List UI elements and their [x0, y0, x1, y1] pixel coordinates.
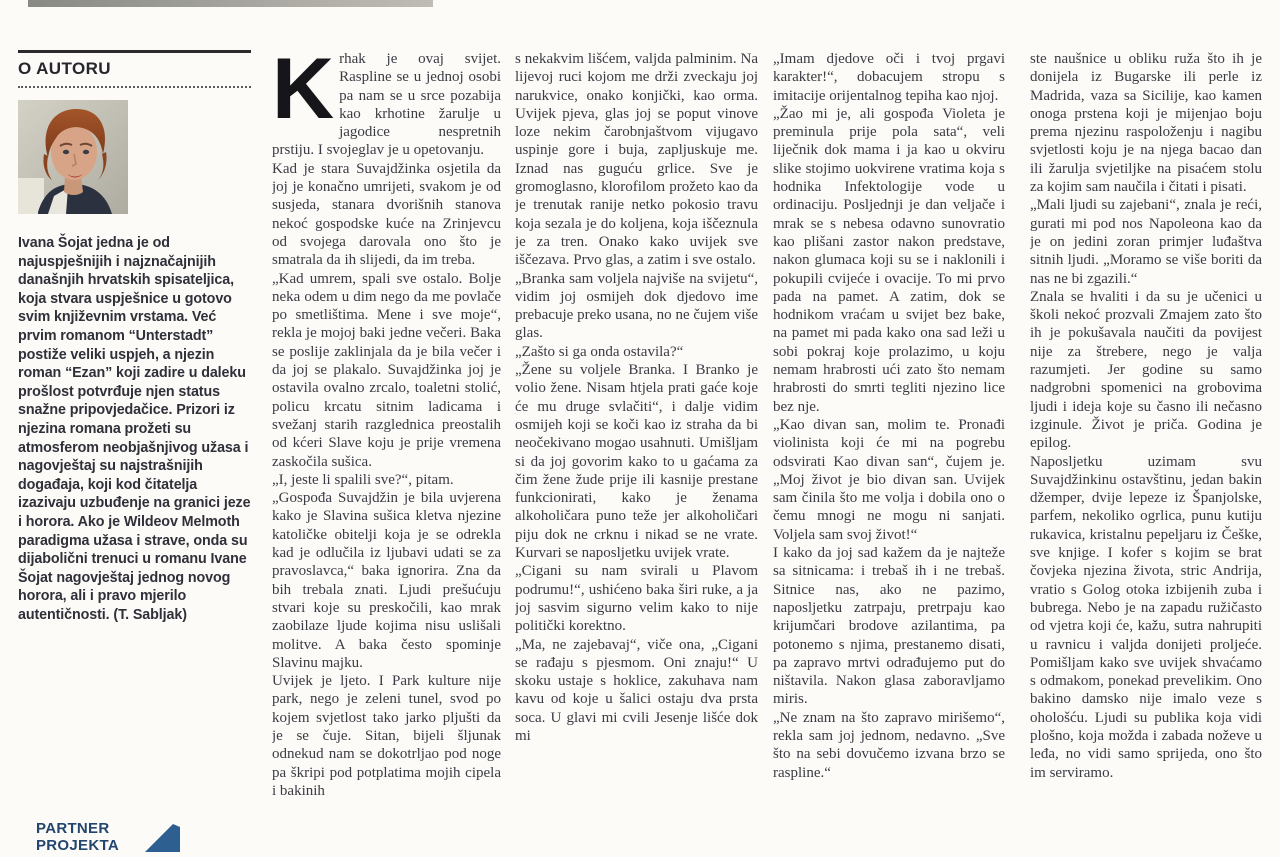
- paragraph: s nekakvim lišćem, valjda palminim. Na lijevoj ruci kojom me drži zveckaju joj narukvice, onako konjički, kao orma. Uvijek pjeva, glas joj se poput vinove loze nekim čarobnjaštvom vijugavo uspinje gore i buja, zapljuskuje me. Iznad nas guguću grlice. Sve je gromoglasno, klorofilom prožeto kao da je trenutak ranije netko pokosio travu koja sezala je do koljena, koja iščeznula je za tren. Onako kako uvijek sve iščezava. Prvo glas, a zatim i sve ostalo.: [515, 51, 758, 269]
- paragraph: „Kao divan san, molim te. Pronađi violinista koji će mi na pogrebu odsvirati Kao divan san“, čujem je. „Moj život je bio divan san. Uvijek sam činila što me volja i dobila ono o čemu mnogi ne mogu ni sanjati. Voljela sam svoj život!“: [773, 416, 1005, 543]
- article-column-2: [515, 50, 758, 852]
- partner-project-label: [36, 821, 119, 854]
- partner-logo-icon: [143, 824, 187, 852]
- sidebar-top-rule: [18, 50, 251, 53]
- about-author-heading: O AUTORU: [18, 59, 111, 78]
- paragraph: I kako da joj sad kažem da je najteže sa sitnicama: i trebaš ih i ne trebaš. Sitnice nas, ako ne pazimo, naposljetku zatrpaju, pretrpaju kao krijumčari brodove azilantima, pa potonemo s njima, prestanemo disati, pa zapravo mrtvi odrađujemo put do ništavila. Nakon glasa zaboravljamo miris.: [773, 545, 1005, 708]
- paragraph: „Žene su voljele Branka. I Branko je volio žene. Nisam htjela prati gaće koje će mu druge svlačiti“, i dalje vidim osmijeh koji se koči kao iz straha da bi neočekivano mogao usahnuti. Umišljam si da joj govorim kako to u gaćama za čim žene žude prije ili kasnije prestane funkcionirati, kako je ženama alkoholičara puno teže jer alkoholičari piju dok ne crknu i nikad se ne vrate. Kurvari se naposljetku uvijek vrate.: [515, 362, 758, 562]
- paragraph: „Gospođa Suvajdžin je bila uvjerena kako je Slavina sušica kletva njezine katoličke obitelji koja je se odrekla kad je odlučila iz ljubavi udati se za pravoslavca,“ baka ignorira. Zna da bih trebala znati. Ljudi prešućuju stvari koje su preskočili, kao mrak zaobilaze ljude kojima nisu uslišali molitve. A baka često spominje Slavinu majku.: [272, 490, 501, 671]
- paragraph: „Ma, ne zajebavaj“, viče ona, „Cigani se rađaju s pjesmom. Oni znaju!“ U skoku ustaje s hoklice, zakuhava nam kavu od koje u šalici ostaju dva prsta soca. U glavi mi cvili Jesenje lišće dok mi: [515, 636, 758, 744]
- article-column-4: [1030, 50, 1262, 852]
- dotted-divider: [18, 86, 251, 88]
- paragraph: „Ne znam na što zapravo mirišemo“, rekla sam joj jednom, nedavno. „Sve što na sebi dovučemo izvana brzo se raspline.“: [773, 709, 1005, 781]
- article-column-1: [272, 50, 501, 852]
- paragraph: „Cigani su nam svirali u Plavom podrumu!“, ushićeno baka širi ruke, a ja joj sasvim sigurno velim kako to nije politički korektno.: [515, 563, 758, 635]
- paragraph-text: rhak je ovaj svijet. Rasplinе se u jednoj osobi pa nam se u srce pozabija kao krhotine žarulje u jagodice nespretnih prstiju. I svojeglav je u opetovanju.: [272, 51, 501, 159]
- paragraph: Kad je stara Suvajdžinka osjetila da joj je konačno umrijeti, svakom je od susjeda, stanara dvorišnih stanova nekoć gospodske kuće na Zrinjevcu od svojega darovala ono što je smatrala da ih slijedi, da im treba.: [272, 160, 501, 269]
- paragraph: Znala se hvaliti i da su je učenici u školi nekoć prozvali Zmajem zato što ih je pokušavala naučiti da povijest nije za štrebere, nego je valja razumjeti. Jer godine su samo nadgrobni spomenici na grobovima ljudi i ideja koje su časno ili nečasno izginule. Život je priča. Godina je epilog.: [1030, 288, 1262, 452]
- paragraph: ste naušnice u obliku ruža što ih je donijela iz Bugarske ili perle iz Madrida, vaza sa Sicilije, kao kamen onoga prstena koji je mijenjao boju prema njezinu raspoloženju i nagibu svjetlosti koju je na njega bacao dan ili žarulja svjetiljke na pisaćem stolu za kojim sam naučila i čitati i pisati.: [1030, 51, 1262, 196]
- paragraph: „Kad umrem, spali sve ostalo. Bolje neka odem u dim nego da me povlače po smetlištima. Mene i sve moje“, rekla je mojoj baki jedne večeri. Baka se poslije zaklinjala da je bila večer i da joj se plakalo. Suvajdžinka joj je ostavila ovalno zrcalo, toaletni stolić, policu krcatu sitnim ladicama i svežanj starih razglednica preostalih od kćeri Slave koju je prije vremena zaskočila sušica.: [272, 270, 501, 470]
- paragraph: Naposljetku uzimam svu Suvajdžinkinu ostavštinu, jedan bakin džemper, dvije lepeze iz Španjolske, parfem, nekoliko ogrlica, punu kutiju rukavica, kristalnu pepeljaru iz Češke, sve knjige. I kofer s kojim se brat čovjeka njezina života, stric Andrija, vratio s Golog otoka izbijenih zuba i bubrega. Nebo je na zapadu ružičasto od vjetra koji će, kažu, sutra nahrupiti u ravnicu i valjda donijeti proljeće. Pomišljam kako sve uvijek shvaćamo s odmakom, ponekad prevelikim. Ono bakino damsko nije imalo veze s ohološću. Ljudi su publika koja vidi plošno, koja možda i zabada noževe u leđa, no vidi samo sprijeda, ono što im serviramo.: [1030, 453, 1262, 781]
- paragraph: „Branka sam voljela najviše na svijetu“, vidim joj osmijeh dok djedovo ime prebacuje preko usana, no ne čujem više glas.: [515, 270, 758, 342]
- author-bio-text: Ivana Šojat jedna je od najuspješnijih i najznačajnijih današnjih hrvatskih spisateljica, koja stvara uspješnice u gotovo svim književnim vrstama. Već prvim romanom “Unterstadt” postiže veliki uspjeh, a njezin roman “Ezan” koji zadire u daleku prošlost potvrđuje njen status snažne pripovjedačice. Prizori iz njezina romana prožeti su atmosferom neobjašnjivog užasa i nagovještaj su najstrašnijih događaja, koji kod čitatelja izazivaju uzbuđenje na granici jeze i horora. Ako je Wildeov Melmoth paradigma užasa i strave, onda su dijabolični trenuci u romanu Ivane Šojat nagovještaj jednog novog horora, ali i pravo mjerilo autentičnosti. (T. Sabljak): [18, 235, 251, 623]
- drop-cap: K: [272, 50, 332, 137]
- author-portrait-illustration: [18, 100, 128, 214]
- paragraph: „Žao mi je, ali gospođa Violeta je preminula prije pola sata“, veli liječnik dok mama i ja kao u okviru slike stojimo uokvirene vratima koja s hodnika Infektologije vode u ordinaciju. Posljednji je dan veljače i mrak se s nebesa odavno sunovratio kao plišani zastor nakon predstave, nakon glumaca koji su se i naklonili i pokupili cvijeće i ovacije. To mi prvo pada na pamet. A zatim, dok se hodnikom vraćam u svijet bez bake, na pamet mi pada kako ona sad leži u sobi pokraj koje prolazimo, u koju nemam hrabrosti ući zato što nemam hrabrosti do smrti tegliti njezino lice bez nje.: [773, 105, 1005, 415]
- partner-label-line1: PARTNER: [36, 820, 110, 837]
- paragraph: „Mali ljudi su zajebani“, znala je reći, gurati mi pod nos Napoleona kao da je on jedini zoran primjer luđaštva sitnih ljudi. „Moramo se više boriti da nas ne bi zgazili.“: [1030, 197, 1262, 287]
- paragraph: [272, 50, 501, 160]
- paragraph: Uvijek je ljeto. I Park kulture nije park, nego je zeleni tunel, svod po kojem svjetlost tako jarko pljušti da je se čuje. Sitan, bijeli šljunak odnekud nam se dokotrljao pod noge pa škripi pod potplatima mojih cipela i bakinih: [272, 673, 501, 799]
- paragraph: „Imam djedove oči i tvoj prgavi karakter!“, dobacujem stropu s imitacije orijentalnog tepiha kao njoj.: [773, 51, 1005, 104]
- cropped-masthead-bar: [28, 0, 433, 7]
- paragraph: „Zašto si ga onda ostavila?“: [515, 343, 684, 360]
- article-column-3: [773, 50, 1005, 852]
- partner-label-line2: PROJEKTA: [36, 836, 119, 854]
- paragraph: „I, jeste li spalili sve?“, pitam.: [272, 471, 454, 488]
- author-portrait-photo: [18, 100, 128, 214]
